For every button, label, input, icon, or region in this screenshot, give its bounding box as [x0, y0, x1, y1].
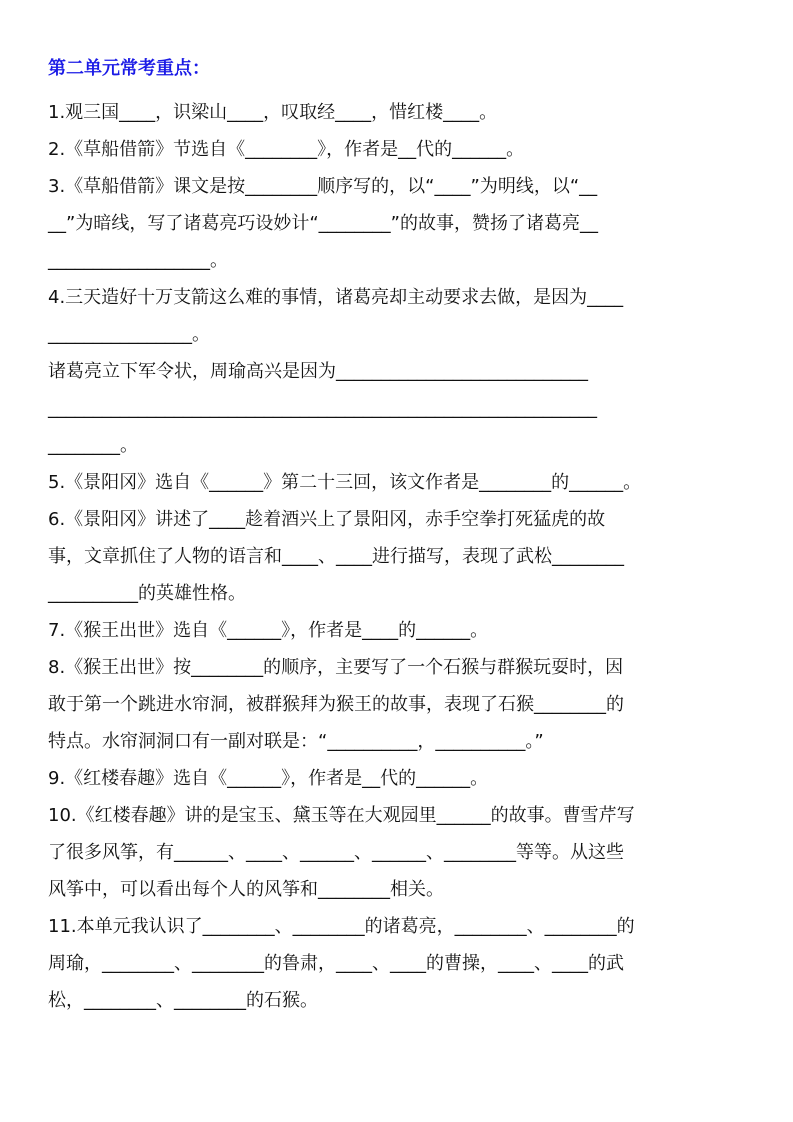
question-line: __”为暗线，写了诸葛亮巧设妙计“________”的故事，赞扬了诸葛亮__ [48, 213, 598, 234]
question-line: 松，________、________的石猴。 [48, 990, 318, 1011]
question-line: 事，文章抓住了人物的语言和____、____进行描写，表现了武松________ [48, 546, 624, 567]
question-line: 诸葛亮立下军令状，周瑜高兴是因为____________________________ [48, 361, 588, 382]
question-line: ________________。 [48, 324, 210, 345]
question-line: 特点。水帘洞洞口有一副对联是：“__________，__________。” [48, 731, 544, 752]
question-line: 5.《景阳冈》选自《______》第二十三回，该文作者是________的______。 [48, 472, 642, 493]
question-line: 3.《草船借箭》课文是按________顺序写的，以“____”为明线，以“__ [48, 176, 598, 197]
question-line: 6.《景阳冈》讲述了____趁着酒兴上了景阳冈，赤手空拳打死猛虎的故 [48, 509, 606, 530]
question-line: 11.本单元我认识了________、________的诸葛亮，________、________的 [48, 916, 635, 937]
question-line: 8.《猴王出世》按________的顺序，主要写了一个石猴与群猴玩耍时，因 [48, 657, 624, 678]
question-line: 10.《红楼春趣》讲的是宝玉、黛玉等在大观园里______的故事。曹雪芹写 [48, 805, 635, 826]
section-title: 第二单元常考重点： [48, 58, 210, 79]
question-line: _____________________________________________________________ [48, 398, 597, 419]
question-line: 1.观三国____，识梁山____，叹取经____，惜红楼____。 [48, 102, 498, 123]
question-line: 4.三天造好十万支箭这么难的事情，诸葛亮却主动要求去做，是因为____ [48, 287, 624, 308]
question-line: 风筝中，可以看出每个人的风筝和________相关。 [48, 879, 444, 900]
question-line: 周瑜，________、________的鲁肃，____、____的曹操，____、____的武 [48, 953, 624, 974]
question-line: 2.《草船借箭》节选自《________》，作者是__代的______。 [48, 139, 525, 160]
question-line: __________的英雄性格。 [48, 583, 246, 604]
worksheet-body [48, 94, 748, 1019]
question-line: 敢于第一个跳进水帘洞，被群猴拜为猴王的故事，表现了石猴________的 [48, 694, 624, 715]
question-line: 9.《红楼春趣》选自《______》，作者是__代的______。 [48, 768, 489, 789]
worksheet-page [48, 58, 748, 1019]
question-line: __________________。 [48, 250, 228, 271]
question-line: ________。 [48, 435, 138, 456]
question-line: 7.《猴王出世》选自《______》，作者是____的______。 [48, 620, 489, 641]
question-line: 了很多风筝，有______、____、______、______、________等等。从这些 [48, 842, 624, 863]
